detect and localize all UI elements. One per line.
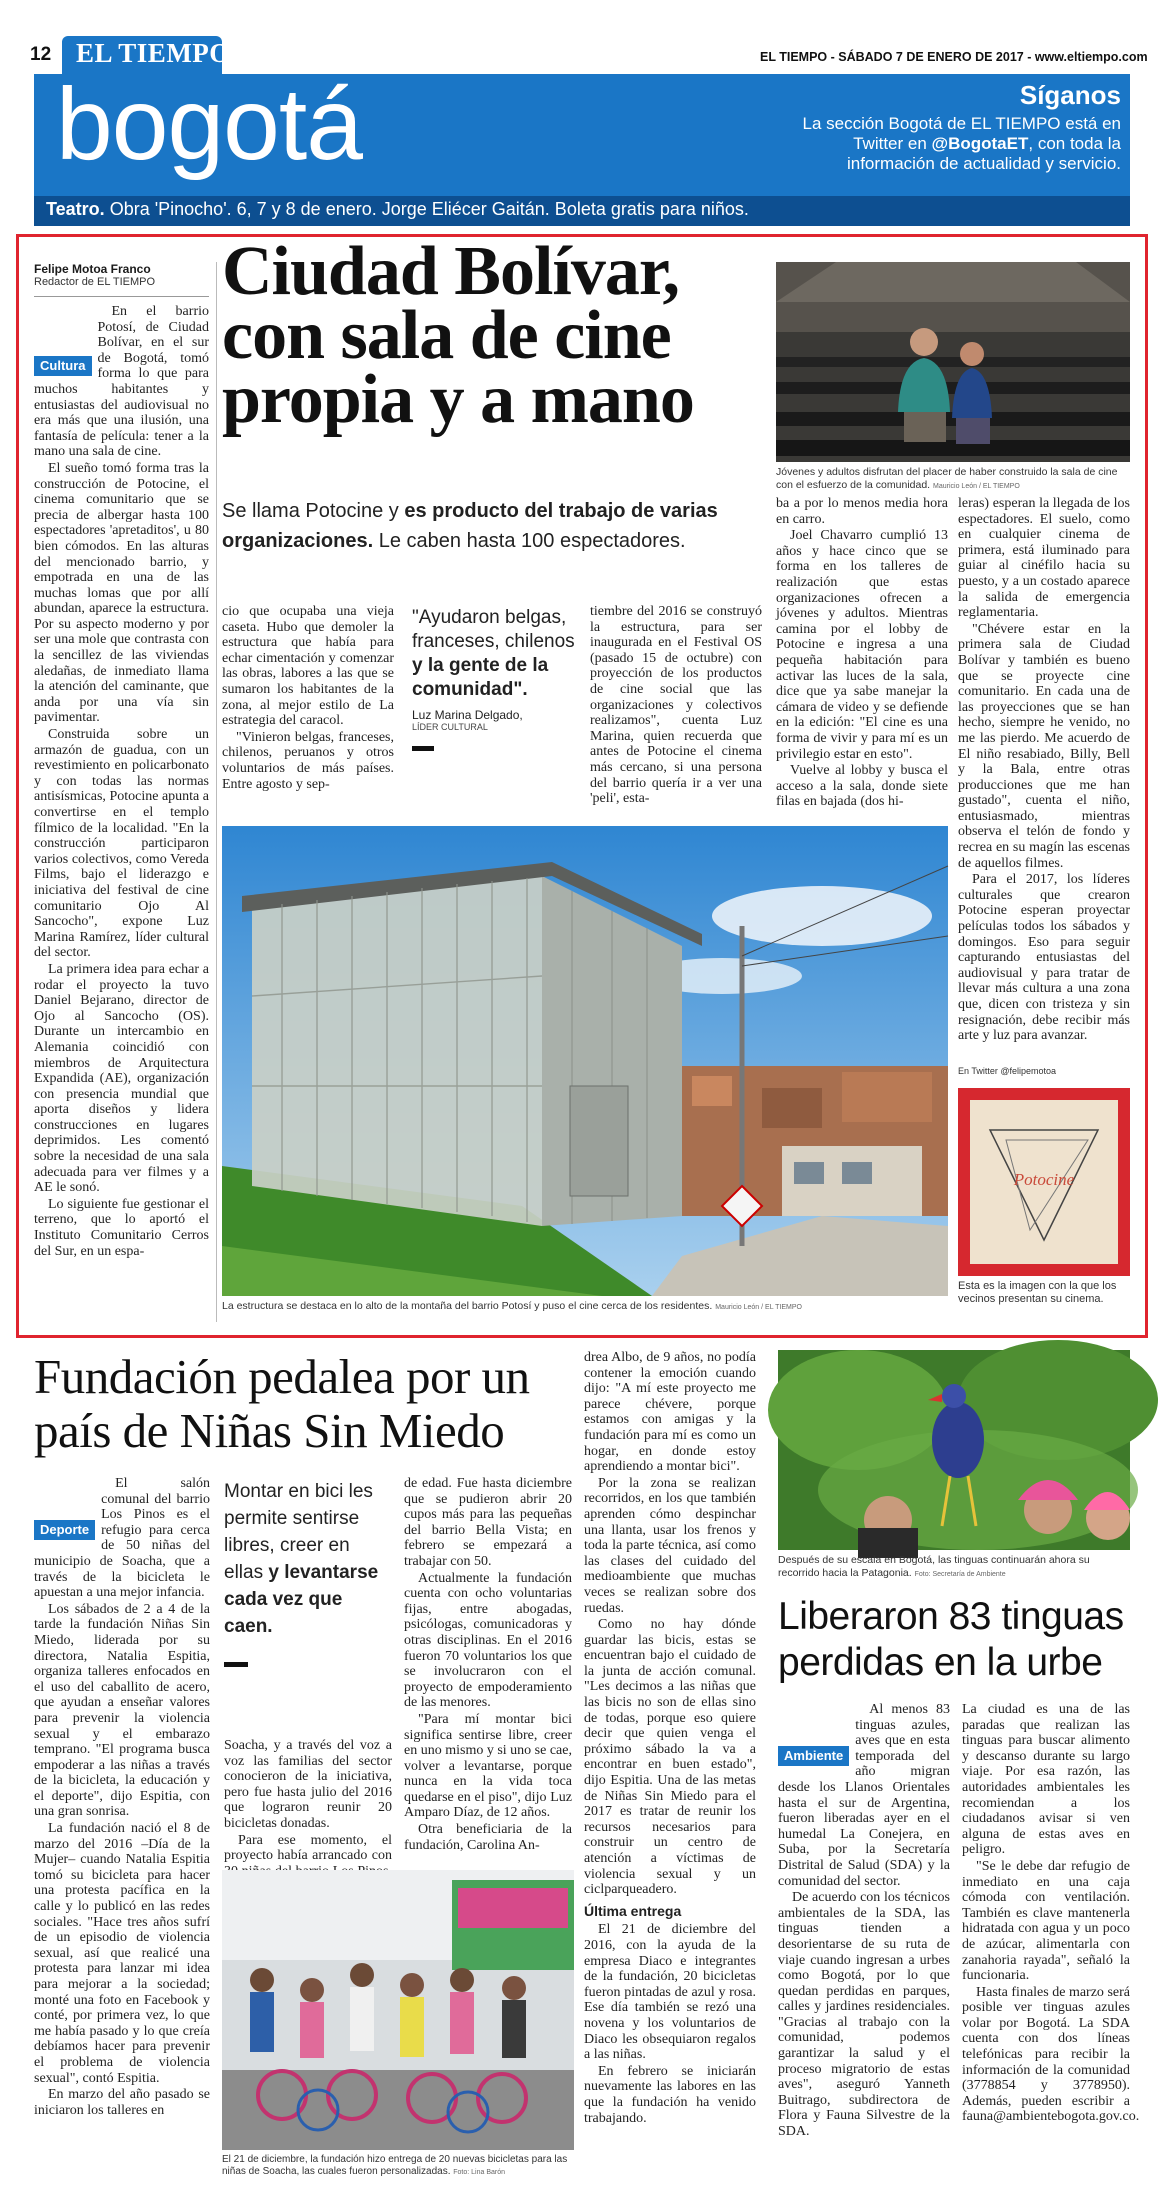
story1-column-4 bbox=[776, 496, 948, 814]
story1-col1-p5: Lo siguiente fue gestionar el terreno, que lo aportó el Instituto Comunitario Cerros del Sur, en un espa- bbox=[34, 1196, 209, 1259]
logo-caption: Esta es la imagen con la que los vecinos presentan su cinema. bbox=[958, 1280, 1117, 1305]
story2-photo-credit: Foto: Lina Barón bbox=[453, 2169, 506, 2176]
photo-cinema-interior bbox=[776, 262, 1130, 462]
story2-quote-1b: y levantarse cada vez que caen. bbox=[224, 1562, 379, 1637]
photo-potocine-exterior bbox=[222, 826, 948, 1296]
story1-quote-author: Luz Marina Delgado, bbox=[412, 708, 523, 722]
story1-deck-2b: Le caben hasta 100 espectadores. bbox=[373, 530, 686, 552]
photo2-caption bbox=[222, 1300, 948, 1314]
follow-line-3: información de actualidad y servicio. bbox=[846, 154, 1121, 173]
teaser-body: Obra 'Pinocho'. 6, 7 y 8 de enero. Jorge Eliécer Gaitán. Boleta gratis para niños. bbox=[104, 199, 749, 219]
story2-column-2 bbox=[224, 1738, 392, 1864]
potocine-logo-box bbox=[958, 1088, 1130, 1276]
story2-col4-p3: Como no hay dónde guardar las bicis, estas se encuentran bajo el cuidado de la junta de acción comunal. "Les decimos a las niñas que las bicis no son de ellas sino de todas, porque eso quiere decir que quien venga el próximo sábado la va a encontrar en buen estado", dijo Espitia. Una de las metas de Niñas Sin Miedo para el 2017 es tratar de reunir los recursos necesarios para construir un centro de atención a víctimas de violencia sexual y un ciclparqueadero. bbox=[584, 1617, 756, 1898]
story1-column-5 bbox=[958, 496, 1130, 1056]
story1-col4-p1: ba a por lo menos media hora en carro. bbox=[776, 496, 948, 527]
teaser-text bbox=[46, 199, 749, 220]
story2-col1-p2: Los sábados de 2 a 4 de la tarde la fundación Niñas Sin Miedo, liderada por su directora, Natalia Espitia, organiza talleres enfocados en el uso del caballito de acero, que ayudan a enseñar valores para prevenir la violencia sexual y el embarazo temprano. "El programa busca empoderar a las niñas a través de la bicicleta, la educación y el deporte", dijo Espitia, con una gran sonrisa. bbox=[34, 1601, 210, 1820]
story1-col1-p1: En el barrio Potosí, de Ciudad Bolívar, en el sur de Bogotá, tomó forma lo que para muchos habitantes y entusiastas del audiovisual no era más que una ilusión, una fantasía de película: tener a la mano una sala de cine. bbox=[34, 304, 209, 460]
story2-col3-p1: de edad. Fue hasta diciembre que se pudieron abrir 20 cupos más para las pequeñas del barrio Bella Vista; en febrero se empezará a trabajar con 50. bbox=[404, 1476, 572, 1569]
story2-col2-p1: Soacha, y a través del voz a voz las familias del sector conocieron de la iniciativa, pero fue hasta julio del 2016 que lograron reunir 20 bicicletas donadas. bbox=[224, 1738, 392, 1831]
story3-col2-p1: La ciudad es una de las paradas que realizan las tinguas para buscar alimento y descanso durante su largo viaje. Por esa razón, las autoridades ambientales les recomiendan a los ciudadanos avisar si ven alguna de estas aves en peligro. bbox=[962, 1702, 1130, 1858]
story1-deck bbox=[222, 496, 762, 556]
story1-col5-p3: Para el 2017, los líderes culturales que crearon Potocine esperan proyectar películas todos los sábados y domingos. Eso para seguir capturando entusiastas del audiovisual y para tratar de llevar más cultura a una zona que, dicen con tristeza y sin resignación, debe recibir más arte y luz para avanzar. bbox=[958, 872, 1130, 1044]
story1-deck-2a: organizaciones. bbox=[222, 530, 374, 552]
story2-photo-caption bbox=[222, 2154, 574, 2179]
potocine-logo-text: Potocine bbox=[1013, 1170, 1075, 1189]
story1-column-1 bbox=[34, 304, 209, 1304]
follow-title: Síganos bbox=[1019, 80, 1121, 110]
story3-headline-line1: Liberaron 83 tinguas bbox=[778, 1595, 1124, 1638]
story1-col1-p4: La primera idea para echar a rodar el proyecto la tuvo Daniel Bejarano, director de Ojo al Sancocho (OS). Durante un intercambio en Alemania coincidió con miembros de Arquitectura Expandida (AE), organización con presencia mundial que aporta diseños y lidera construcciones en lugares deprimidos. Les comentó sobre la necesidad de una sala adecuada para ver filmes y a AE le sonó. bbox=[34, 961, 209, 1196]
story3-col1-p1: Al menos 83 tinguas azules, aves que en esta temporada del año migran desde los Llanos Orientales hasta el sur de Argentina, fueron liberadas ayer en el humedal La Conejera, en Suba, por la Secretaría Distrital de Salud (SDA) y la comunidad del sector. bbox=[778, 1702, 950, 1889]
story2-col4-p5: En febrero se iniciarán nuevamente las labores en las que la fundación ha venido trabajando. bbox=[584, 2063, 756, 2126]
story1-col1-p3: Construida sobre un armazón de guadua, con un revestimiento en policarbonato y con todas las normas antisísmicas, Potocine apunta a convertirse en el templo fílmico de la localidad. "En la construcción participaron varios colectivos, como Vereda Films, bajo el liderazgo e iniciativa del festival de cine comunitario Ojo Al Sancocho", expone Luz Marina Ramírez, líder cultural del sector. bbox=[34, 727, 209, 961]
story2-column-3 bbox=[404, 1476, 572, 1866]
story3-tag-wrap bbox=[778, 1746, 849, 1766]
dateline: EL TIEMPO - SÁBADO 7 DE ENERO DE 2017 - www.eltiempo.com bbox=[760, 50, 1148, 64]
story1-headline-line1: Ciudad Bolívar, bbox=[222, 233, 680, 310]
byline-role: Redactor de EL TIEMPO bbox=[34, 276, 156, 288]
column-divider bbox=[216, 262, 217, 1322]
story2-col4-p2: Por la zona se realizan recorridos, en los que también aprenden cómo despinchar una llanta, usar los frenos y toda la parte técnica, así como las clases del cuidado del medioambiente que muchas veces se realizan sobre dos ruedas. bbox=[584, 1475, 756, 1616]
section-title: bogotá bbox=[56, 67, 362, 181]
story1-deck-line2 bbox=[222, 526, 762, 556]
story3-headline bbox=[778, 1594, 1130, 1686]
story1-col4-p2: Joel Chavarro cumplió 13 años y hace cinco que se forma en los talleres de realización que estas organizaciones ofrecen a jóvenes y adultos. Mientras camina por el lobby de Potocine e ingresa a una pequeña habitación para activar las luces de la sala, dice que ya sabe manejar la cámara de video y se defiende en la edición: "El cine es una forma de vivir y para mí es un privilegio estar en esto". bbox=[776, 528, 948, 762]
story2-col4-p4: El 21 de diciembre del 2016, con la ayuda de la empresa Diaco e integrantes de la fundación, 20 bicicletas fueron pintadas de azul y rosa. Ese día también se rezó una novena y los voluntarios de Diaco les obsequiaron regalos a las niñas. bbox=[584, 1922, 756, 2063]
tingua-bird-illustration bbox=[778, 1350, 1130, 1550]
section-tag-deporte[interactable]: Deporte bbox=[34, 1520, 95, 1540]
story2-col1-p3: La fundación nació el 8 de marzo del 2016 –Día de la Mujer– cuando Natalia Espitia tomó su bicicleta para hacer una protesta pacífica en la calle y lo publicó en las redes sociales. "Hace tres años sufrí de un episodio de violencia sexual, así que realicé una protesta para lanzar mi idea para mejorar a la sociedad; monté una foto en Facebook y conté, por primera vez, lo que me había pasado y lo que creía debíamos hacer para prevenir el problema de violencia sexual", contó Espitia. bbox=[34, 1821, 210, 2086]
story1-col3-p1: tiembre del 2016 se construyó la estructura, para ser inaugurada en el Festival OS (pasado 15 de octubre) con proyección de los productos de cine social que las organizaciones y colectivos realizamos", cuenta Luz Marina, quien recuerda que antes de Potocine el cinema más cercano, si una persona del barrio quería ir a ver una 'peli', esta- bbox=[590, 604, 762, 807]
story1-col2-p2: "Vinieron belgas, franceses, chilenos, peruanos y otros voluntarios de más países. Entre agosto y sep- bbox=[222, 729, 394, 792]
story1-quote-1b: y la gente de la comunidad". bbox=[412, 655, 549, 700]
story2-col4-p1: drea Albo, de 9 años, no podía contener la emoción cuando dijo: "A mí este proyecto me parece chévere, porque estamos con amigas y la fundación para mí es como un hogar, en donde estoy aprendiendo a montar bici". bbox=[584, 1350, 756, 1475]
photo1-caption-text: Jóvenes y adultos disfrutan del placer de haber construido la sala de cine con el esfuerzo de la comunidad. bbox=[776, 466, 1118, 491]
story1-col5-p2: "Chévere estar en la primera sala de Ciudad Bolívar y también es bueno que se proyecte cine comunitario. En cada una de las proyecciones que se han hecho, siempre he venido, no me las pierdo. Me acuerdo de El niño resabiado, Billy, Bell y la Bala, entre otras producciones que me han gustado", cuenta el niño, entusiasmado, mientras observa el telón de fondo y recrea en su magín las escenas de aquellos filmes. bbox=[958, 621, 1130, 871]
story1-quote-role: LÍDER CULTURAL bbox=[412, 722, 488, 732]
follow-line-2 bbox=[701, 134, 1121, 154]
story2-col3-p3: "Para mí montar bici significa sentirse libre, creer en uno mismo y si uno se cae, volver a levantarse, porque nunca en la vida toca quedarse en el piso", dijo Luz Amparo Díaz, de 12 años. bbox=[404, 1711, 572, 1821]
quote-rule bbox=[412, 746, 434, 751]
follow-text bbox=[701, 114, 1121, 174]
story3-photo-credit: Foto: Secretaría de Ambiente bbox=[914, 1571, 1006, 1578]
byline-name: Felipe Motoa Franco bbox=[34, 262, 151, 276]
story1-column-3 bbox=[590, 604, 762, 814]
byline bbox=[34, 262, 224, 288]
story2-headline bbox=[34, 1350, 574, 1458]
story2-col3-p4: Otra beneficiaria de la fundación, Carolina An- bbox=[404, 1822, 572, 1853]
story2-photo-caption-text: El 21 de diciembre, la fundación hizo entrega de 20 nuevas bicicletas para las niñas de Soacha, las cuales fueron personalizadas. bbox=[222, 2154, 568, 2177]
story3-column-2 bbox=[962, 1702, 1140, 2182]
section-tag-ambiente[interactable]: Ambiente bbox=[778, 1746, 849, 1766]
follow-line-2a: Twitter en bbox=[853, 134, 932, 153]
byline-rule bbox=[34, 296, 209, 297]
story1-quote-text bbox=[412, 606, 577, 702]
potocine-exterior-illustration bbox=[222, 826, 948, 1296]
story1-deck-1a: Se llama Potocine y bbox=[222, 500, 405, 522]
story1-col1-p2: El sueño tomó forma tras la construcción de Potocine, el cinema comunitario que se precia de albergar hasta 100 espectadores 'apretaditos', u 80 bien cómodos. En las alturas del mencionado barrio, y empotrada en una de las muchas lomas que por allí abundan, aparece la estructura. Por su aspecto moderno y por ser una mole que contrasta con la sencillez de las viviendas aledañas, de inmediato llama la atención del caminante, que anda por una vía sin pavimentar. bbox=[34, 460, 209, 726]
story2-col3-p2: Actualmente la fundación cuenta con ocho voluntarias fijas, entre abogadas, psicólogas, comunicadoras y otras disciplinas. En el 2016 fueron 70 voluntarios los que se involucraron con el proyecto de empoderamiento de las menores. bbox=[404, 1570, 572, 1711]
story3-photo-caption-text: Después de su escala en Bogotá, las tinguas continuarán ahora su recorrido hacia la Patagonia. bbox=[778, 1554, 1090, 1579]
story3-col1-p2: De acuerdo con los técnicos ambientales de la SDA, las tinguas tienden a desorientarse de su ruta de viaje cuando ingresan a urbes como Bogotá, por lo que quedan perdidas en parques, calles y jardines residenciales. "Gracias al trabajo con la comunidad, podemos garantizar la salud y el proceso migratorio de estas aves", aseguró Yanneth Buitrago, subdirectora de Flora y Fauna Silvestre de la SDA. bbox=[778, 1890, 950, 2140]
follow-line-2b: , con toda la bbox=[1028, 134, 1121, 153]
story1-headline-line2: con sala de cine bbox=[222, 297, 671, 374]
story1-col2-p1: cio que ocupaba una vieja caseta. Hubo que demoler la estructura que había para echar cimentación y comenzar las obras, labores a las que se sumaron los habitantes de la zona, al mejor estilo de La estrategia del caracol. bbox=[222, 604, 394, 729]
story2-headline-line1: Fundación pedalea por un bbox=[34, 1349, 530, 1404]
girls-bicycles-illustration bbox=[222, 1870, 574, 2150]
section-tag-cultura[interactable]: Cultura bbox=[34, 356, 92, 376]
photo-girls-bicycles bbox=[222, 1870, 574, 2150]
story2-quote-1: Montar en bici les permite sentirse libres, creer en ellas bbox=[224, 1481, 373, 1583]
photo2-credit: Mauricio León / EL TIEMPO bbox=[715, 1304, 802, 1311]
brand-name[interactable]: EL TIEMPO bbox=[76, 38, 231, 68]
story2-column-4 bbox=[584, 1350, 756, 2182]
story2-pull-quote bbox=[224, 1478, 392, 1667]
story2-headline-line2: país de Niñas Sin Miedo bbox=[34, 1403, 505, 1458]
photo1-caption bbox=[776, 466, 1130, 493]
story1-col4-p3: Vuelve al lobby y busca el acceso a la sala, donde siete filas en bajada (dos hi- bbox=[776, 763, 948, 810]
story2-col1-p4: En marzo del año pasado se iniciaron los talleres en bbox=[34, 2087, 210, 2118]
story2-quote-rule bbox=[224, 1662, 248, 1667]
story3-col2-p2: "Se le debe dar refugio de inmediato en una caja cómoda con ventilación. También es clave mantenerla hidratada con agua y un poco de azúcar, alimentarla con zanahoria rayada", señaló la funcionaria. bbox=[962, 1858, 1130, 1984]
photo-tingua-bird bbox=[778, 1350, 1130, 1550]
story2-subhead: Última entrega bbox=[584, 1902, 682, 1919]
story1-tag-wrap bbox=[34, 356, 92, 376]
story1-column-2 bbox=[222, 604, 394, 814]
story1-quote-1: "Ayudaron belgas, franceses, chilenos bbox=[412, 607, 575, 652]
story1-headline-line3: propia y a mano bbox=[222, 361, 694, 438]
story2-col2-p2: Para ese momento, el proyecto había arrancado con bbox=[224, 1832, 392, 1864]
story1-deck-line1 bbox=[222, 496, 762, 526]
story1-deck-1b: es producto del trabajo de varias bbox=[404, 500, 718, 522]
cinema-interior-illustration bbox=[776, 262, 1130, 462]
story1-col5-p1: leras) esperan la llegada de los espectadores. El suelo, como en cualquier cinema de primera, está iluminado para guiar al cinéfilo hacia su puesto, y a un costado aparece la salida de emergencia reglamentaria. bbox=[958, 496, 1130, 621]
follow-line-1: La sección Bogotá de EL TIEMPO está en bbox=[802, 114, 1121, 133]
story1-headline bbox=[222, 233, 762, 438]
page-number: 12 bbox=[30, 44, 52, 65]
story2-column-1 bbox=[34, 1476, 210, 2182]
photo1-credit: Mauricio León / EL TIEMPO bbox=[933, 483, 1020, 490]
photo2-caption-text: La estructura se destaca en lo alto de la montaña del barrio Potosí y puso el cine cerca de los residentes. bbox=[222, 1300, 713, 1312]
teaser-label: Teatro. bbox=[46, 199, 105, 219]
story3-column-1 bbox=[778, 1702, 950, 2182]
story1-pull-quote bbox=[412, 606, 577, 751]
follow-handle[interactable]: @BogotaET bbox=[931, 134, 1029, 153]
story3-col2-p3: Hasta finales de marzo será posible ver tinguas azules volar por Bogotá. La SDA cuenta con dos líneas telefónicas para recibir la información de la comunidad (3778854 y 3778950). Además, pueden escribir a fauna@ambientebogota.gov.co. bbox=[962, 1984, 1140, 2125]
story3-photo-caption bbox=[778, 1554, 1130, 1581]
story2-tag-wrap bbox=[34, 1520, 95, 1540]
story2-col1-p1: El salón comunal del barrio Los Pinos es el refugio para cerca de 50 niñas del municipio de Soacha, que a través de la bicicleta le apuestan a una mejor infancia. bbox=[34, 1476, 210, 1601]
story3-headline-line2: perdidas en la urbe bbox=[778, 1641, 1103, 1684]
twitter-handle[interactable]: En Twitter @felipemotoa bbox=[958, 1066, 1057, 1076]
